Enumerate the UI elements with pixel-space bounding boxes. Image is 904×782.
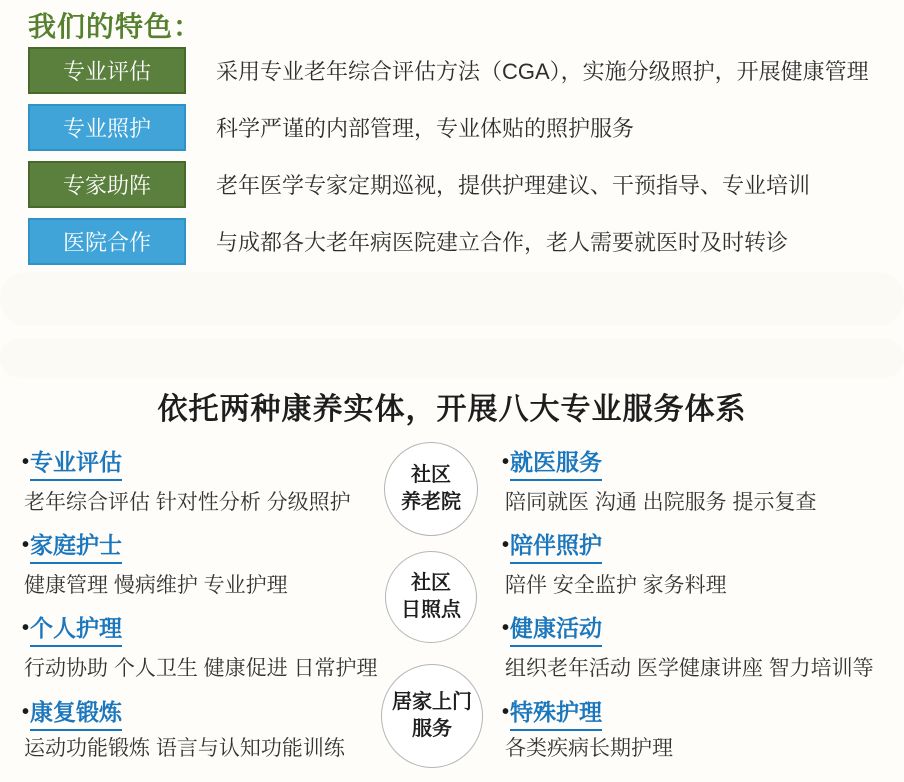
bullet-icon: • <box>22 451 30 473</box>
bullet-icon: • <box>22 617 30 639</box>
bullet-icon: • <box>502 701 510 723</box>
service-item-description: 陪伴 安全监护 家务料理 <box>505 574 727 597</box>
service-item-heading[interactable] <box>502 444 602 481</box>
feature-description: 科学严谨的内部管理，专业体贴的照护服务 <box>216 116 635 141</box>
service-item-heading[interactable] <box>22 610 122 647</box>
service-heading-link[interactable]: 家庭护士 <box>30 527 122 564</box>
service-item-description: 行动协助 个人卫生 健康促进 日常护理 <box>24 657 378 680</box>
bullet-icon: • <box>502 451 510 473</box>
entity-circle <box>385 551 477 643</box>
service-item-description: 各类疾病长期护理 <box>505 737 673 760</box>
entity-name-line2: 日照点 <box>401 599 461 621</box>
features-heading: 我们的特色： <box>28 11 203 42</box>
service-heading-link[interactable]: 就医服务 <box>510 444 602 481</box>
feature-label: 医院合作 <box>62 230 151 255</box>
bullet-icon: • <box>22 534 30 556</box>
service-item-description: 运动功能锻炼 语言与认知功能训练 <box>24 737 345 760</box>
service-item-heading[interactable] <box>502 527 602 564</box>
feature-description: 老年医学专家定期巡视，提供护理建议、干预指导、专业培训 <box>216 173 811 198</box>
feature-label: 专业评估 <box>62 59 151 84</box>
feature-label: 专业照护 <box>62 116 151 141</box>
service-item-heading[interactable] <box>502 694 602 731</box>
feature-label-box <box>28 104 186 151</box>
service-item-description: 组织老年活动 医学健康讲座 智力培训等 <box>505 657 874 680</box>
service-item-description: 老年综合评估 针对性分析 分级照护 <box>24 491 351 514</box>
feature-row <box>28 104 634 151</box>
feature-description: 与成都各大老年病医院建立合作，老人需要就医时及时转诊 <box>216 230 789 255</box>
feature-label-box <box>28 218 186 265</box>
service-heading-link[interactable]: 康复锻炼 <box>30 694 122 731</box>
feature-label: 专家助阵 <box>62 173 151 198</box>
feature-label-box <box>28 161 186 208</box>
service-item-description: 陪同就医 沟通 出院服务 提示复查 <box>505 491 817 514</box>
bullet-icon: • <box>502 534 510 556</box>
feature-row <box>28 47 869 94</box>
service-heading-link[interactable]: 专业评估 <box>30 444 122 481</box>
service-item-heading[interactable] <box>22 527 122 564</box>
feature-description: 采用专业老年综合评估方法（CGA），实施分级照护，开展健康管理 <box>216 59 869 84</box>
service-heading-link[interactable]: 陪伴照护 <box>510 527 602 564</box>
entity-name-line1: 社区 <box>411 464 451 486</box>
service-item-heading[interactable] <box>22 444 122 481</box>
service-heading-link[interactable]: 健康活动 <box>510 610 602 647</box>
background-band <box>0 272 904 326</box>
services-title: 依托两种康养实体，开展八大专业服务体系 <box>157 393 747 426</box>
feature-label-box <box>28 47 186 94</box>
entity-circle <box>381 664 483 768</box>
service-item-heading[interactable] <box>22 694 122 731</box>
feature-row <box>28 161 810 208</box>
service-item-description: 健康管理 慢病维护 专业护理 <box>24 574 288 597</box>
background-band <box>0 338 904 378</box>
entity-name-line2: 养老院 <box>401 491 461 513</box>
feature-row <box>28 218 788 265</box>
bullet-icon: • <box>502 617 510 639</box>
service-item-heading[interactable] <box>502 610 602 647</box>
entity-name-line2: 服务 <box>412 718 452 740</box>
service-heading-link[interactable]: 个人护理 <box>30 610 122 647</box>
entity-name-line1: 居家上门 <box>392 691 472 713</box>
service-heading-link[interactable]: 特殊护理 <box>510 694 602 731</box>
entity-name-line1: 社区 <box>411 572 451 594</box>
bullet-icon: • <box>22 701 30 723</box>
entity-circle <box>384 442 478 536</box>
